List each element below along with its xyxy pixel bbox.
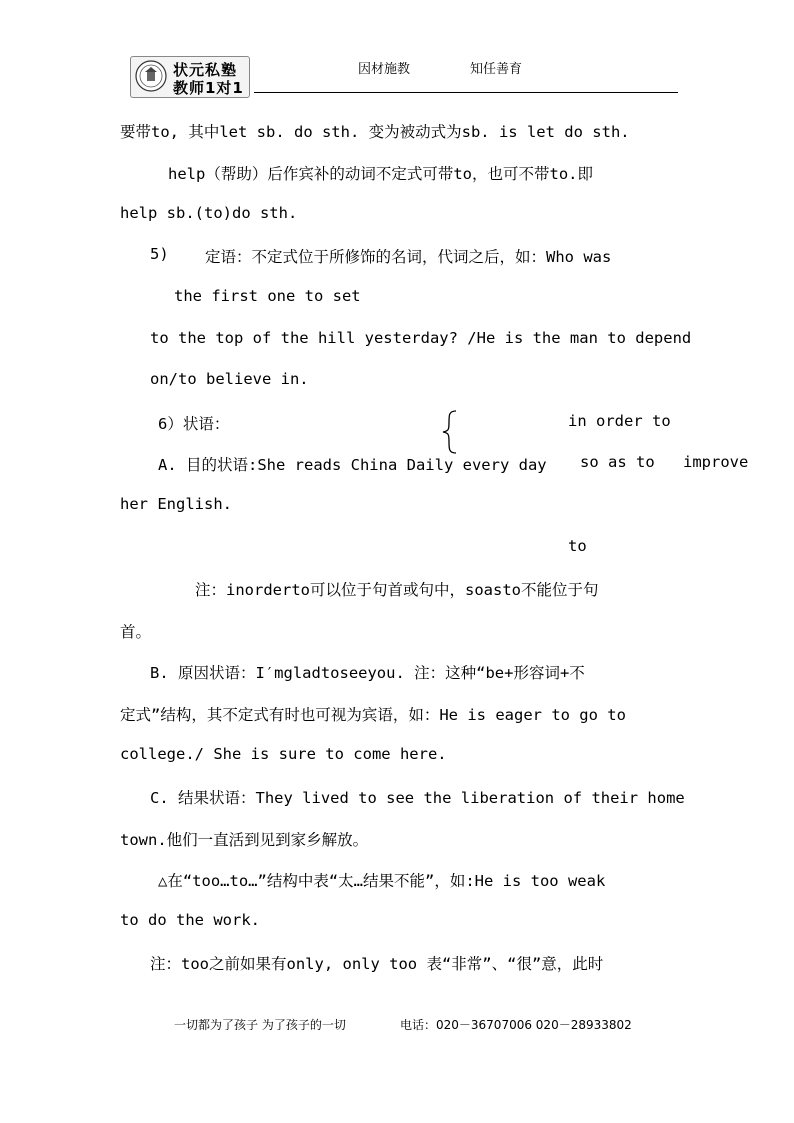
text-line-10: her English. [120, 495, 232, 513]
header-motto-right: 知任善育 [470, 62, 523, 77]
text-line-9-right: improve [683, 453, 749, 471]
header-divider [254, 92, 678, 93]
footer-slogan: 一切都为了孩子 为了孩子的一切 [174, 1018, 346, 1032]
text-line-9-mid: so as to [580, 453, 655, 471]
school-seal-icon [135, 60, 167, 92]
text-line-20: to do the work. [120, 911, 260, 929]
text-line-7: on/to believe in. [150, 370, 309, 388]
text-line-4: 定语：不定式位于所修饰的名词，代词之后，如：Who was [205, 248, 612, 266]
text-line-14: B. 原因状语：I′mgladtoseeyou. 注：这种“be+形容词+不 [150, 664, 585, 682]
text-line-1: 要带to, 其中let sb. do sth. 变为被动式为sb. is let do sth. [120, 123, 630, 141]
header-motto-left: 因材施教 [358, 62, 411, 77]
footer-phone: 电话：020－36707006 020－28933802 [400, 1018, 632, 1032]
text-line-19: △在“too…to…”结构中表“太…结果不能”，如:He is too weak [158, 872, 606, 890]
curly-brace-icon [440, 410, 460, 454]
text-line-8: 6）状语： [158, 415, 230, 433]
text-line-5: the first one to set [174, 287, 361, 305]
text-line-16: college./ She is sure to come here. [120, 745, 447, 763]
item-number-5: 5) [150, 245, 169, 263]
text-line-11: to [568, 537, 587, 555]
text-line-6: to the top of the hill yesterday? /He is the man to depend [150, 329, 692, 347]
text-line-17: C. 结果状语：They lived to see the liberation of their home [150, 789, 685, 807]
text-line-15: 定式”结构，其不定式有时也可视为宾语，如：He is eager to go to [120, 706, 626, 724]
text-line-2: help（帮助）后作宾补的动词不定式可带to，也可不带to.即 [168, 165, 593, 183]
logo-text-line2: 教师1对1 [173, 79, 244, 97]
logo-text-line1: 状元私塾 [173, 61, 238, 79]
text-line-13: 首。 [120, 623, 152, 641]
text-line-9: A. 目的状语:She reads China Daily every day [158, 456, 547, 474]
text-line-21: 注：too之前如果有only, only too 表“非常”、“很”意，此时 [150, 955, 604, 973]
text-line-3: help sb.(to)do sth. [120, 204, 298, 222]
text-line-12: 注：inorderto可以位于句首或句中，soasto不能位于句 [195, 581, 599, 599]
text-line-18: town.他们一直活到见到家乡解放。 [120, 831, 369, 849]
logo [130, 56, 250, 98]
text-line-8-right: in order to [568, 412, 671, 430]
